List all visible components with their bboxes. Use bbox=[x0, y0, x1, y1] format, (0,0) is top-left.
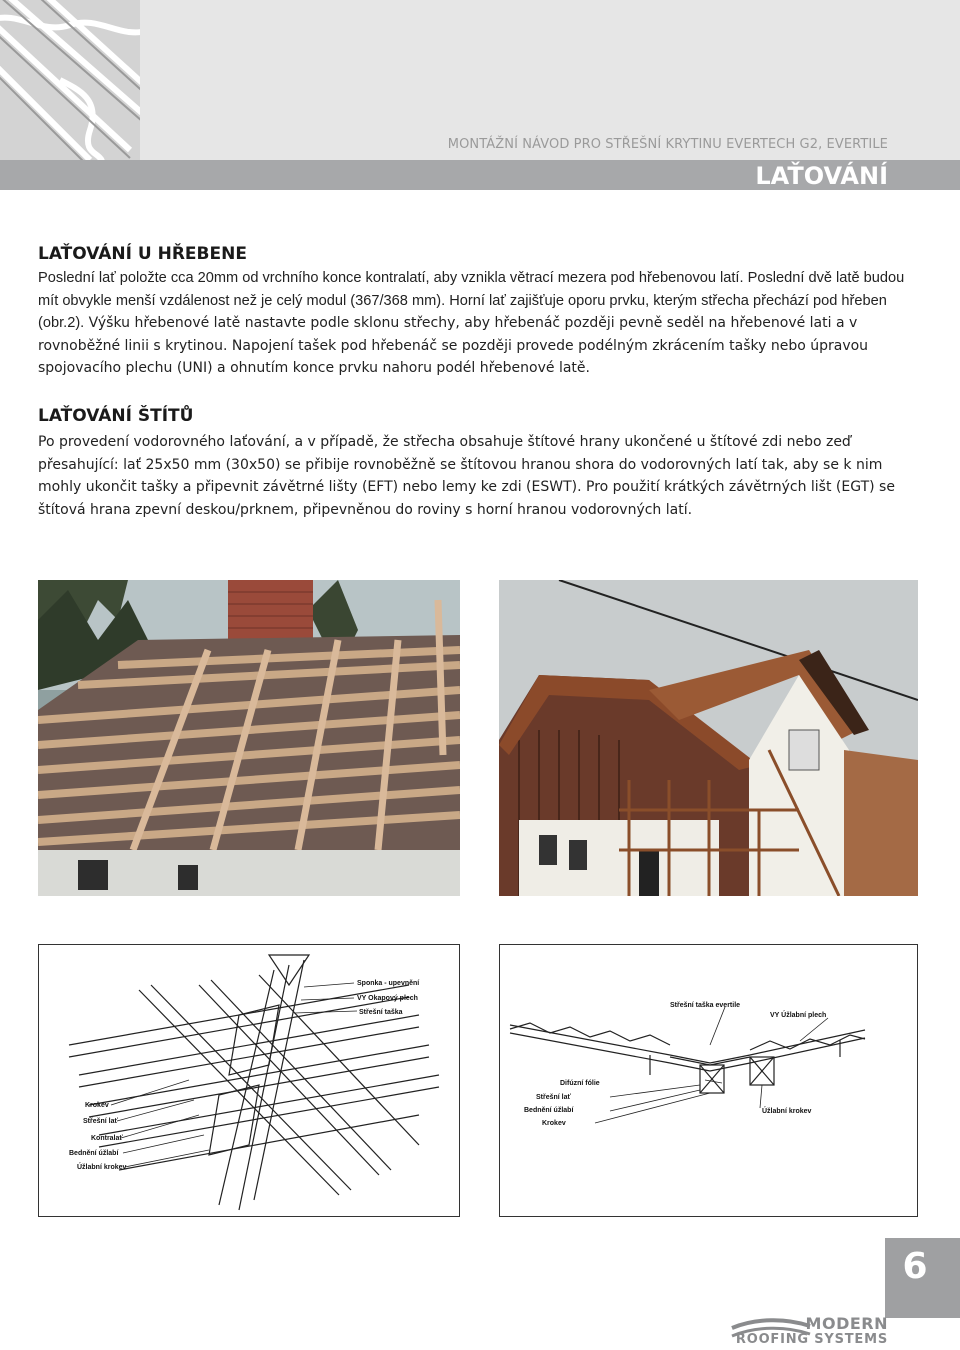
diagram-valley-section bbox=[499, 944, 918, 1217]
label-stresni-lat-right: Střešní lať bbox=[536, 1094, 571, 1101]
section-heading-ridge: LAŤOVÁNÍ U HŘEBENE bbox=[38, 244, 247, 264]
label-stresni-taska-evertile: Střešní taška evertile bbox=[670, 1002, 741, 1009]
company-logo bbox=[726, 1312, 896, 1348]
section-heading-gable: LAŤOVÁNÍ ŠTÍTŮ bbox=[38, 406, 194, 426]
logo-text-bottom: ROOFING SYSTEMS bbox=[735, 1332, 888, 1347]
section-ridge-text bbox=[38, 267, 918, 380]
label-okapovy-plech: VY Okapový plech bbox=[357, 995, 418, 1002]
label-stresni-lat: Střešní lať bbox=[83, 1118, 118, 1125]
roof-tile-graphic bbox=[0, 0, 140, 160]
page-number: 6 bbox=[902, 1246, 928, 1287]
label-krokev-right: Krokev bbox=[542, 1120, 566, 1127]
ridge-text-part-a: Poslední lať položte cca 20mm od vrchního konce kontralatí, aby vznikla větrací mezera pod hřebenovou latí. Poslední dvě latě budou mít obvykle menší vzdálenost než je celý modul (367/368 mm). Horní lať zajišťuje oporu prvku, kterým střecha přechází pod hřeben (obr.2). bbox=[38, 270, 905, 332]
label-bedneni-uzlabi-right: Bednění úžlabí bbox=[524, 1107, 574, 1114]
logo-text-top: MODERN bbox=[805, 1314, 888, 1333]
diagram-valley-isometric bbox=[38, 944, 460, 1217]
label-uzlabni-krokev-right: Úžlabní krokev bbox=[762, 1108, 812, 1115]
label-uzlabni-plech: VY Úžlabní plech bbox=[770, 1012, 827, 1019]
label-krokev: Krokev bbox=[85, 1102, 109, 1109]
section-gable-text: Po provedení vodorovného laťování, a v případě, že střecha obsahuje štítové hrany ukončené u štítové zdi nebo zeď přesahující: lať 25x50 mm (30x50) se přibije rovnoběžně se štítovou hranou shora do vodorovných latí tak, aby se k nim mohly ukončit tašky a připevnit závětrné lišty (EFT) nebo lemy ke zdi (ESWT). Pro použití krátkých závětrných lišt (EGT) se štítová hrana zpevní deskou/prknem, připevněnou do roviny s horní hranou vodorovných latí. bbox=[38, 434, 895, 518]
photo-house-roof bbox=[499, 580, 918, 896]
photo-roof-battens bbox=[38, 580, 460, 896]
label-uzlabni-krokev: Úžlabní krokev bbox=[77, 1164, 127, 1171]
label-kontralat: Kontralať bbox=[91, 1135, 123, 1142]
label-sponka: Sponka - upevnění bbox=[357, 980, 420, 987]
label-bedneni-uzlabi: Bednění úžlabí bbox=[69, 1150, 119, 1157]
document-subtitle: MONTÁŽNÍ NÁVOD PRO STŘEŠNÍ KRYTINU EVERTECH G2, EVERTILE bbox=[447, 137, 888, 152]
label-stresni-taska: Střešní taška bbox=[359, 1009, 403, 1016]
page-title: LAŤOVÁNÍ bbox=[755, 162, 888, 190]
ridge-text-part-b: Výšku hřebenové latě nastavte podle sklonu střechy, aby hřebenáč později pevně seděl na hřebenové lati a v rovnoběžné linii s krytinou. Napojení tašek pod hřebenáč se později provede podélným zkrácením tašky nebo úpravou spojovacího plechu (UNI) a ohnutím konce prvku nahoru podél hřebenové latě. bbox=[38, 315, 869, 377]
label-difuzni-folie: Difúzní fólie bbox=[560, 1080, 600, 1087]
